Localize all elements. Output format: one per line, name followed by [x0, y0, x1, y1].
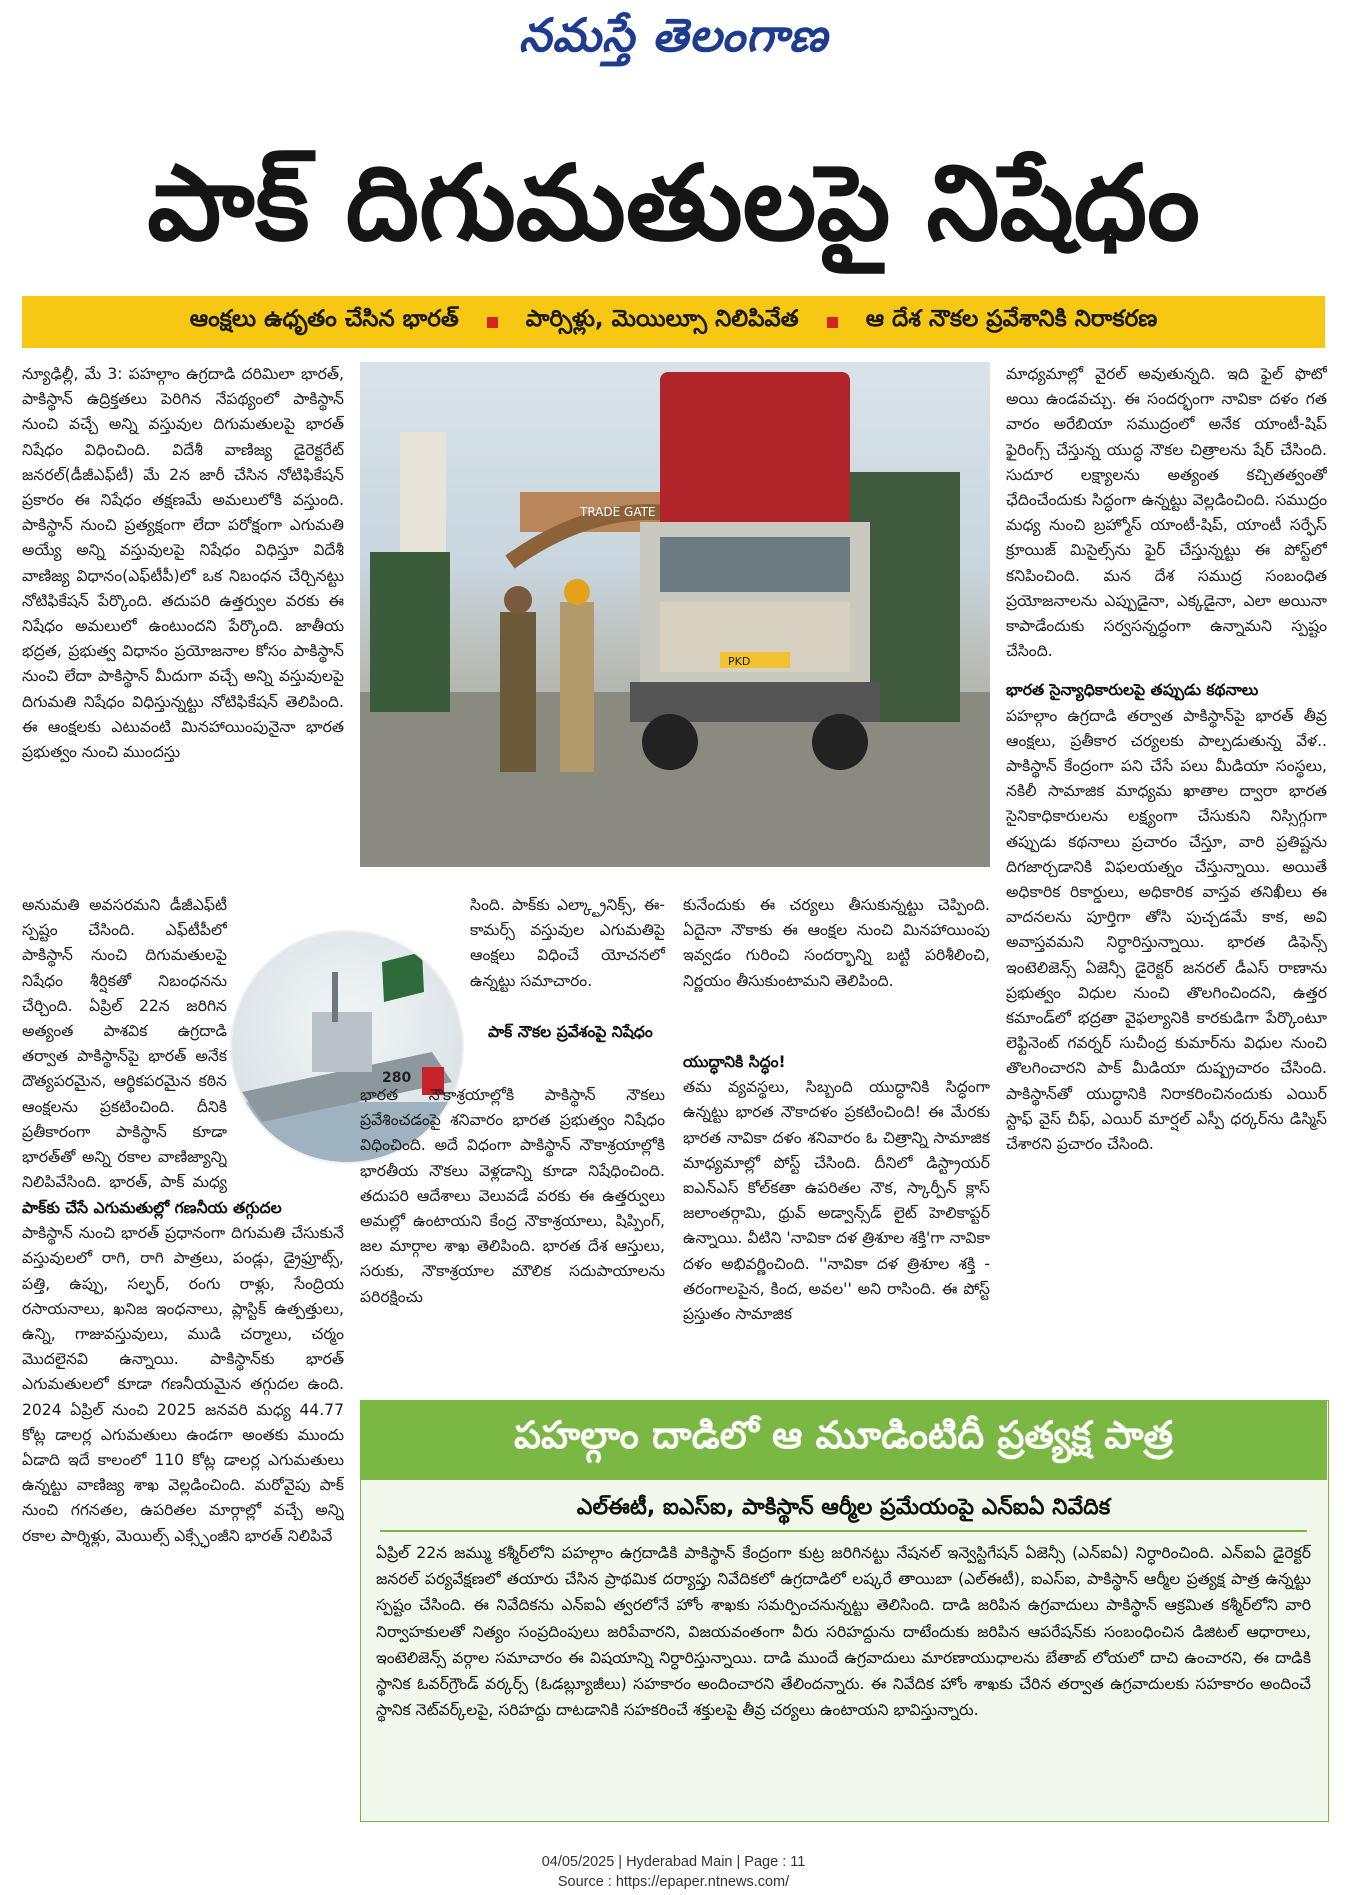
hull-number: 280 — [382, 1070, 412, 1086]
box-headline: పహల్గాం దాడిలో ఆ మూడింటిదీ ప్రత్యక్ష పాత్ర — [360, 1400, 1327, 1480]
box-subhead: ఎల్ఈటీ, ఐఎస్ఐ, పాకిస్థాన్ ఆర్మీల ప్రమేయంపై ఎన్ఐఏ నివేదిక — [576, 1495, 1111, 1520]
strap-item: ఆంక్షలు ఉధృతం చేసిన భారత్ — [189, 306, 459, 332]
footer-source-line: Source : https://epaper.ntnews.com/ — [557, 1874, 790, 1890]
article-column-1-narrow — [22, 893, 227, 1193]
bullet-icon — [827, 317, 838, 328]
page-footer — [0, 1852, 1347, 1892]
article-paragraph: మాధ్యమాల్లో వైరల్ అవుతున్నది. ఇది ఫైల్ ఫొటో అయి ఉండవచ్చు. ఈ సందర్భంగా నావికా దళం గత వారం అరేబియా సముద్రంలో అనేక యాంటీ-షిప్ ఫైరింగ్స్ చేస్తున్న యుద్ధ నౌకల చిత్రాలను షేర్ చేసింది. సుదూర లక్ష్యాలను అత్యంత కచ్చితత్వంతో ఛేదించేందుకు సిద్ధంగా ఉన్నట్టు వెల్లడించింది. సముద్రం మధ్య నుంచి బ్రహ్మోస్ యాంటీ-షిప్, యాంటీ సర్ఫేస్ క్రూయిజ్ మిసైల్స్‌ను ఫైర్ చేస్తున్నట్టు ఈ పోస్ట్‌లో కనిపించింది. మన దేశ సముద్ర సంబంధిత ప్రయోజనాలను ఎప్పుడైనా, ఎక్కడైనా, ఎలా అయినా కాపాడేందుకు సర్వసన్నద్ధంగా ఉన్నామని స్పష్టం చేసింది. — [1006, 365, 1327, 661]
article-column-1-bottom — [22, 1196, 344, 1800]
divider — [380, 1530, 1307, 1532]
article-paragraph: పహల్గాం ఉగ్రదాడి తర్వాత పాకిస్థాన్‌పై భారత్ తీవ్ర ఆంక్షలు, ప్రతీకార చర్యలకు పాల్పడుతున్న వేళ.. పాకిస్థాన్ కేంద్రంగా పని చేసే పలు మీడియా సంస్థలు, నకిలీ సామాజిక మాధ్యమ ఖాతాల ద్వారా భారత సైనికాధికారులను లక్ష్యంగా చేసుకుని నిస్సిగ్గుగా తప్పుడు కథనాలు ప్రచారం చేస్తూ, వారి ప్రతిష్టను దిగజార్చడానికి విఫలయత్నం చేస్తున్నాయి. అయితే అధికారిక రికార్డులు, అధికారిక వాస్తవ తనిఖీలు ఈ వాదనలను పూర్తిగా తోసి పుచ్చడమే కాక, అవి అవాస్తవమని నిర్ధారిస్తున్నాయి. భారత డిఫెన్స్ ఇంటెలిజెన్స్ ఏజెన్సీ డైరెక్టర్ జనరల్ డీఎస్ రాణాను ప్రభుత్వం విధుల నుంచి తొలగించిందని, ఉత్తర కమాండ్‌లో భద్రతా వైఫల్యానికి కారకుడిగా పేర్కొంటూ లెఫ్టినెంట్ గవర్నర్ సుచీంద్ర కుమార్‌ను విధుల నుంచి తొలగించారని పాక్ మీడియా దుష్ప్రచారం చేసింది. పాకిస్థాన్‌తో యుద్ధానికి నిరాకరించినందుకు ఎయిర్ స్టాఫ్ వైస్ చీఫ్, ఎయిర్ మార్షల్ ఎస్పీ ధర్కర్‌ను డిస్మిస్ చేశారని ప్రచారం చేసింది. — [1006, 706, 1327, 1154]
article-paragraph: న్యూఢిల్లీ, మే 3: పహల్గాం ఉగ్రదాడి దరిమిలా భారత్, పాకిస్థాన్ ఉద్రిక్తతలు పెరిగిన నేపథ్యంలో పాకిస్థాన్ నుంచి వచ్చే అన్ని వస్తువుల దిగుమతులపై భారత్ నిషేధం విధించింది. విదేశీ వాణిజ్య డైరెక్టరేట్ జనరల్(డీజీఎఫ్‌టీ) మే 2న జారీ చేసిన నోటిఫికేషన్ ప్రకారం ఈ నిషేధం తక్షణమే అమలులోకి వస్తుంది. పాకిస్థాన్ నుంచి ప్రత్యక్షంగా లేదా పరోక్షంగా ఎగుమతి అయ్యే అన్ని వస్తువులపై నిషేధం విధిస్తూ విదేశీ వాణిజ్య విధానం(ఎఫ్‌టీపీ)లో ఒక నిబంధన చేర్చినట్టు నోటిఫికేషన్ పేర్కొంది. తదుపరి ఉత్తర్వుల వరకు ఈ నిషేధం అమలులో ఉంటుందని పేర్కొంది. జాతీయ భద్రత, ప్రభుత్వ విధానం ప్రయోజనాల కోసం పాకిస్థాన్ నుంచి లేదా పాకిస్థాన్ మీదుగా వచ్చే అన్ని వస్తువులపై దిగుమతి నిషేధం విధిస్తున్నట్టు నోటిఫికేషన్ తెలిపింది. ఈ ఆంక్షలకు ఎటువంటి మినహాయింపునైనా భారత ప్రభుత్వం నుంచి ముందస్తు — [22, 365, 344, 762]
footer-edition-line: 04/05/2025 | Hyderabad Main | Page : 11 — [541, 1854, 806, 1870]
article-column-4 — [1006, 362, 1327, 1388]
strap-bar — [22, 296, 1325, 348]
article-paragraph: భారత నౌకాశ్రయాల్లోకి పాకిస్థాన్ నౌకలు ప్రవేశించడంపై శనివారం భారత ప్రభుత్వం నిషేధం విధించింది. అదే విధంగా పాకిస్థాన్ నౌకాశ్రయాల్లోకి భారతీయ నౌకలు వెళ్లడాన్ని కూడా నిషేధించింది. తదుపరి ఆదేశాలు వెలువడే వరకు ఈ ఉత్తర్వులు అమల్లో ఉంటాయని కేంద్ర నౌకాశ్రయాలు, షిప్పింగ్, జల మార్గాల శాఖ తెలిపింది. భారత దేశ ఆస్తులు, సరుకు, నౌకాశ్రయాల మౌలిక సదుపాయాలను పరిరక్షించు — [360, 1086, 665, 1306]
headline: పాక్ దిగుమతులపై నిషేధం — [147, 142, 1200, 264]
truck-illustration — [360, 362, 990, 867]
box-body-text: ఏప్రిల్ 22న జమ్ము కశ్మీర్‌లోని పహల్గాం ఉగ్రదాడికి పాకిస్థాన్ కేంద్రంగా కుట్ర జరిగినట్టు నేషనల్ ఇన్వెస్టిగేషన్ ఏజెన్సీ (ఎన్ఐఏ) నిర్ధారించింది. ఎన్ఐఏ డైరెక్టర్ జనరల్ పర్యవేక్షణలో తయారు చేసిన ప్రాథమిక దర్యాప్తు నివేదికలో ఉగ్రదాడిలో లష్కరే తాయిబా (ఎల్ఈటీ), ఐఎస్ఐ, పాకిస్థాన్ ఆర్మీల ప్రత్యక్ష పాత్ర ఉన్నట్టు స్పష్టం చేసింది. ఈ నివేదికను ఎన్ఐఏ త్వరలోనే హోం శాఖకు సమర్పించనున్నట్టు తెలిసింది. దాడి జరిపిన ఉగ్రవాదులు పాకిస్థాన్ ఆక్రమిత కశ్మీర్‌లోని వారి నిర్వాహకులతో నిత్యం సంప్రదింపులు జరిపేవారని, విజయవంతంగా వీరు సరిహద్దును దాటేందుకు జరిపిన ఆపరేషన్‌కు సంబంధించిన డిజిటల్ ఆధారాలు, ఇంటెలిజెన్స్ వర్గాల సమాచారం ఈ విషయాన్ని నిర్ధారిస్తున్నాయి. దాడి ముందే ఉగ్రవాదులు మారణాయుధాలను బేతాబ్ లోయలో దాచి ఉంచారని, ఈ దాడికి స్థానిక ఓవర్‌గ్రౌండ్ వర్కర్స్ (ఓడబ్ల్యూజీలు) సహకారం అందించారని తేలిందన్నారు. ఈ నివేదిక హోం శాఖకు చేరిన తర్వాత ఉగ్రవాదులకు సహకారం అందించే స్థానిక నెట్‌వర్క్‌లపై, సరిహద్దు దాటడానికి సహకరించే శక్తులపై తీవ్ర చర్యలు ఉంటాయని భావిస్తున్నారు. — [376, 1544, 1311, 1720]
truck-photo — [360, 362, 990, 867]
article-paragraph: తమ వ్యవస్థలు, సిబ్బంది యుద్ధానికి సిద్ధంగా ఉన్నట్టు భారత నౌకాదళం ప్రకటించింది! ఈ మేరకు భారత నావికా దళం శనివారం ఓ చిత్రాన్ని సామాజిక మాధ్యమాల్లో పోస్ట్ చేసింది. దీనిలో డిస్ట్రాయర్ ఐఎన్ఎస్ కోల్‌కతా ఉపరితల నౌక, స్కార్పీన్ క్లాస్ జలాంతర్గామి, ధ్రువ్ అడ్వాన్స్‌డ్ లైట్ హెలికాప్టర్ ఉన్నాయి. వీటిని 'నావికా దళ త్రిశూల శక్తి'గా నావికా దళం అభివర్ణించింది. ''నావికా దళ త్రిశూల శక్తి - తరంగాలపైన, కింద, అవల'' అని రాసింది. ఈ పోస్ట్ ప్రస్తుతం సామాజిక — [683, 1078, 990, 1324]
section-subhead: పాక్‌కు చేసే ఎగుమతుల్లో గణనీయ తగ్గుదల — [22, 1199, 282, 1217]
strap-item: ఆ దేశ నౌకల ప్రవేశానికి నిరాకరణ — [865, 306, 1158, 332]
strap-item: పార్సిళ్లు, మెయిల్సూ నిలిపివేత — [525, 306, 799, 332]
article-column-2-subhead — [488, 1020, 665, 1080]
plate-text: PKD — [728, 655, 751, 668]
article-paragraph: అనుమతి అవసరమని డీజీఎఫ్‌టీ స్పష్టం చేసింది. ఎఫ్‌టీపీలో పాకిస్థాన్ నుంచి దిగుమతులపై నిషేధం శీర్షికతో నిబంధనను చేర్చింది. ఏప్రిల్ 22న జరిగిన అత్యంత పాశవిక ఉగ్రదాడి తర్వాత పాకిస్థాన్‌పై భారత్ అనేక దౌత్యపరమైన, ఆర్థికపరమైన కఠిన ఆంక్షలను ప్రకటించింది. దీనికి ప్రతీకారంగా పాకిస్థాన్ కూడా భారత్‌తో అన్ని రకాల వాణిజ్యాన్ని నిలిపివేసింది. భారత్, పాక్ మధ్య — [22, 896, 227, 1192]
masthead-logo: నమస్తే తెలంగాణ — [518, 8, 829, 62]
article-paragraph: సింది. పాక్‌కు ఎల్క్ట్రానిక్స్, ఈ-కామర్స్ వస్తువుల ఎగుమతిపై ఆంక్షలు విధించే యోచనలో ఉన్నట్టు సమాచారం. — [470, 896, 665, 990]
article-paragraph: కునేందుకు ఈ చర్యలు తీసుకున్నట్టు చెప్పింది. ఏదైనా నౌకాకు ఈ ఆంక్షల నుంచి మినహాయింపు ఇవ్వడం గురించి సందర్భాన్ని బట్టి పరిశీలించి, నిర్ణయం తీసుకుంటామని తెలిపింది. — [683, 896, 990, 990]
article-column-3-top — [683, 893, 990, 1023]
trade-gate-sign: TRADE GATE — [580, 505, 656, 519]
article-column-1-top — [22, 362, 344, 890]
article-column-2-body — [360, 1083, 665, 1388]
section-subhead: యుద్ధానికి సిద్ధం! — [683, 1053, 786, 1071]
article-column-3-body — [683, 1050, 990, 1388]
article-paragraph: పాకిస్థాన్ నుంచి భారత్ ప్రధానంగా దిగుమతి చేసుకునే వస్తువులలో రాగి, రాగి పాత్రలు, పండ్లు, డ్రైఫ్రూట్స్, పత్తి, ఉప్పు, సల్ఫర్, రంగు రాళ్లు, సేంద్రియ రసాయనాలు, ఖనిజ ఇంధనాలు, ప్లాస్టిక్ ఉత్పత్తులు, ఉన్ని, గాజువస్తువులు, ముడి చర్మాలు, చర్మం మొదలైనవి ఉన్నాయి. పాకిస్థాన్‌కు భారత్ ఎగుమతులలో కూడా గణనీయమైన తగ్గుదల ఉంది. 2024 ఏప్రిల్ నుంచి 2025 జనవరి మధ్య 44.77 కోట్ల డాలర్ల ఎగుమతులు ఉండగా అంతకు ముందు ఏడాది ఇదే కాలంలో 110 కోట్ల డాలర్ల ఎగుమతులు ఉన్నట్టు వాణిజ్య శాఖ వెల్లడించింది. మరోవైపు పాక్ నుంచి గగనతల, ఉపరితల మార్గాల్లో వచ్చే అన్ని రకాల పార్శిళ్లు, మెయిల్స్ ఎక్స్ఛేంజీని భారత్ నిలిపివే — [22, 1224, 344, 1545]
bullet-icon — [487, 317, 498, 328]
section-subhead: పాక్ నౌకల ప్రవేశంపై నిషేధం — [488, 1023, 653, 1041]
section-subhead: భారత సైన్యాధికారులపై తప్పుడు కథనాలు — [1006, 681, 1259, 700]
